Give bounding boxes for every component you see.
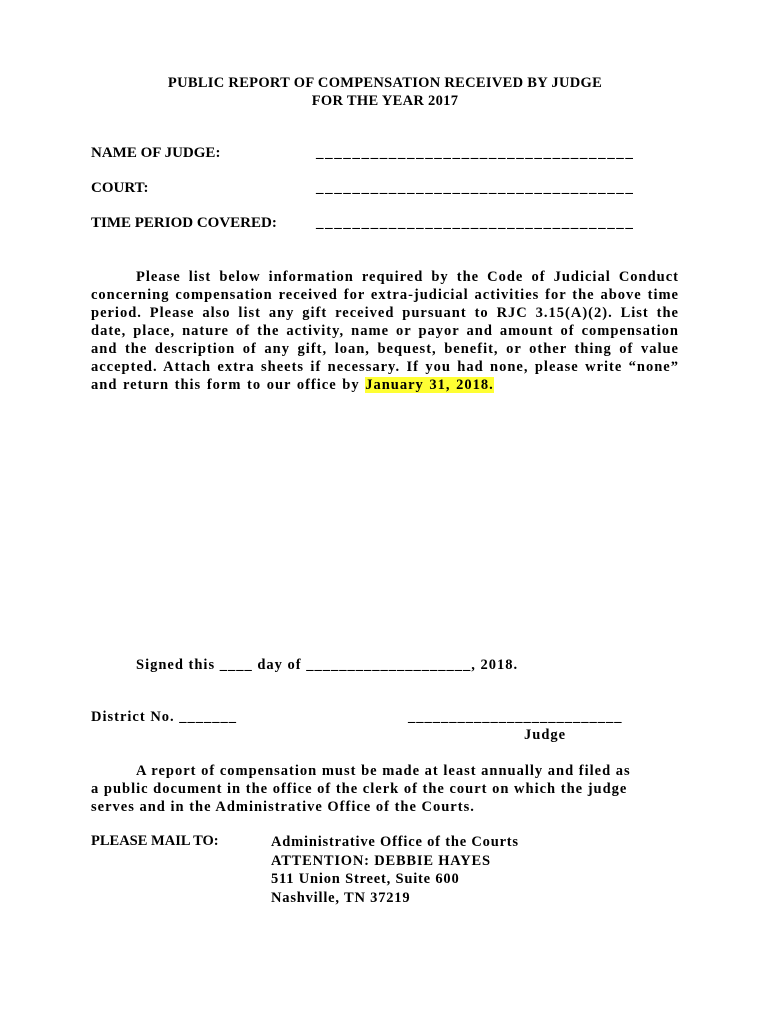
instructions-text: Please list below information required by the Code of Judicial Conduct concerning compensation received for extra-judicial activities for the above time period. Please also list any gift received pursuant to RJC 3.15(A)(2). List the date, place, nature of the activity, name or payor and amount of compensation and the description of any gift, loan, bequest, benefit, or other thing of value accepted. Attach extra sheets if necessary. If you had none, please write “none” and return this form to our office by (91, 269, 679, 393)
judge-name-label: NAME OF JUDGE: (91, 145, 221, 161)
notice-line3: serves and in the Administrative Office of the Courts. (91, 799, 475, 815)
instructions-paragraph (91, 268, 679, 394)
time-period-label: TIME PERIOD COVERED: (91, 215, 277, 231)
judge-signature-blank[interactable]: __________________________ (408, 709, 623, 725)
judge-name-blank[interactable]: ___________________________________ (316, 145, 635, 161)
district-number-line: District No. _______ (91, 709, 238, 725)
address-line-city: Nashville, TN 37219 (271, 889, 411, 906)
court-label: COURT: (91, 180, 149, 196)
address-line-office: Administrative Office of the Courts (271, 834, 519, 850)
court-blank[interactable]: ___________________________________ (316, 180, 635, 196)
deadline-highlight: January 31, 2018. (365, 377, 494, 393)
signed-this-line: Signed this ____ day of ____________________, 2018. (136, 657, 519, 673)
form-title-line1: PUBLIC REPORT OF COMPENSATION RECEIVED BY JUDGE (167, 75, 603, 91)
judge-label: Judge (524, 727, 567, 743)
time-period-blank[interactable]: ___________________________________ (316, 215, 635, 231)
notice-line1: A report of compensation must be made at least annually and filed as (136, 763, 631, 779)
notice-line2: a public document in the office of the clerk of the court on which the judge (91, 781, 628, 797)
mailing-address (271, 833, 519, 907)
form-title-line2: FOR THE YEAR 2017 (311, 93, 459, 109)
mail-to-label: PLEASE MAIL TO: (91, 833, 219, 849)
address-line-attention: ATTENTION: DEBBIE HAYES (271, 852, 491, 869)
address-line-street: 511 Union Street, Suite 600 (271, 871, 460, 887)
